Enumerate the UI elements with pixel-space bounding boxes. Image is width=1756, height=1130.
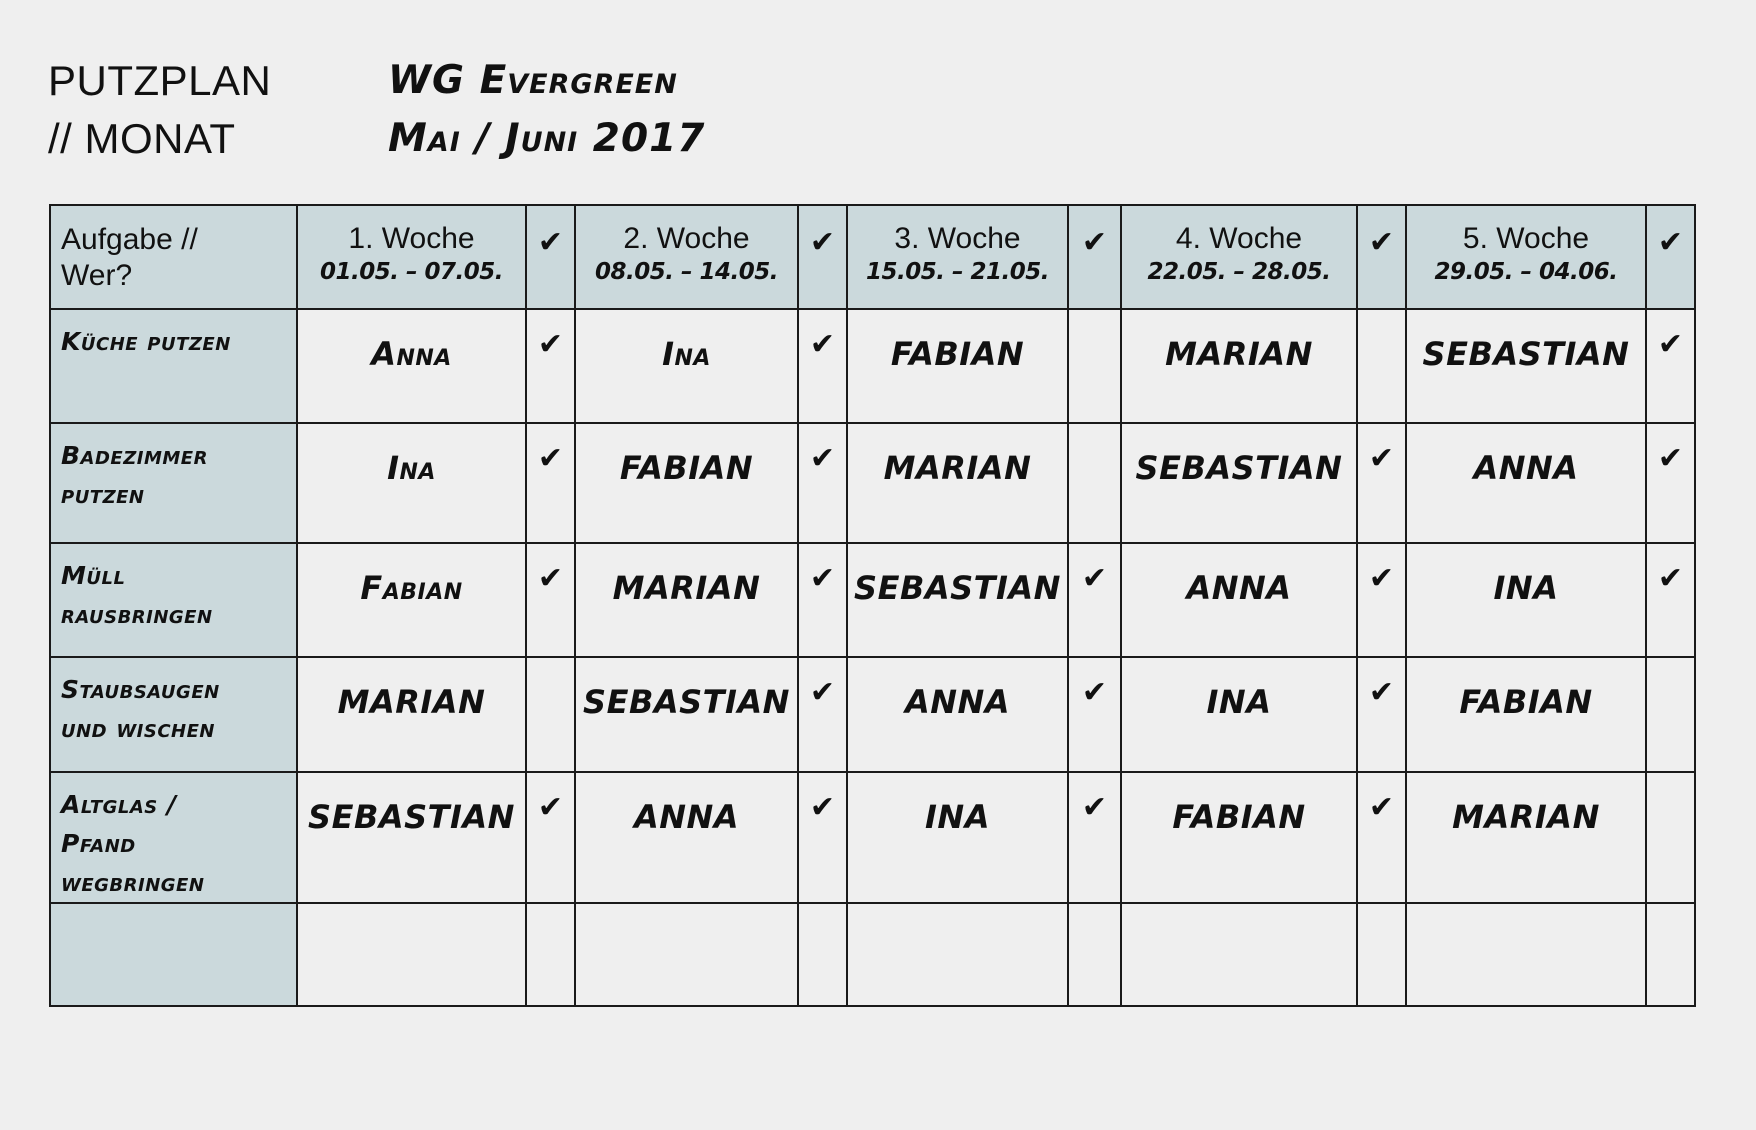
task-label: Müll xyxy=(61,561,126,590)
assignee-cell: ANNA xyxy=(1406,423,1646,543)
week-header-4 xyxy=(1121,205,1357,309)
assignee-cell: FABIAN xyxy=(575,423,798,543)
assignee-cell: INA xyxy=(1406,543,1646,657)
check-mark-icon: ✔ xyxy=(1357,423,1406,543)
check-mark-icon: ✔ xyxy=(526,543,575,657)
task-label: wegbringen xyxy=(61,868,205,897)
check-mark-icon: ✔ xyxy=(798,423,847,543)
assignee-cell: ANNA xyxy=(847,657,1068,772)
week-label: 1. Woche xyxy=(348,222,475,255)
assignee-cell: INA xyxy=(847,772,1068,903)
assignee-cell xyxy=(1121,903,1357,1006)
assignee-cell: Anna xyxy=(297,309,526,423)
week-dates: 29.05. – 04.06. xyxy=(1434,259,1618,285)
check-header-icon: ✔ xyxy=(1068,205,1121,309)
task-cell xyxy=(50,772,297,903)
assignee-cell: INA xyxy=(1121,657,1357,772)
check-mark-icon xyxy=(526,657,575,772)
table-row xyxy=(50,772,1695,903)
title-line-2: // MONAT xyxy=(48,115,236,162)
check-mark-icon: ✔ xyxy=(798,543,847,657)
assignee-cell: Ina xyxy=(575,309,798,423)
check-header-icon: ✔ xyxy=(526,205,575,309)
task-label: Küche putzen xyxy=(61,327,231,356)
assignee-cell: SEBASTIAN xyxy=(297,772,526,903)
check-mark-icon: ✔ xyxy=(1646,423,1695,543)
assignee-cell: MARIAN xyxy=(847,423,1068,543)
assignee-cell: MARIAN xyxy=(1121,309,1357,423)
check-mark-icon: ✔ xyxy=(526,772,575,903)
document-subtitle xyxy=(388,52,705,168)
table-row xyxy=(50,903,1695,1006)
wg-name: WG Evergreen xyxy=(388,58,678,103)
task-cell xyxy=(50,423,297,543)
task-label: putzen xyxy=(61,480,145,509)
task-label: Pfand xyxy=(61,829,136,858)
check-mark-icon xyxy=(1357,309,1406,423)
check-mark-icon: ✔ xyxy=(1357,543,1406,657)
assignee-cell: ANNA xyxy=(575,772,798,903)
assignee-cell: SEBASTIAN xyxy=(1121,423,1357,543)
week-header-3 xyxy=(847,205,1068,309)
check-header-icon: ✔ xyxy=(1357,205,1406,309)
task-cell xyxy=(50,657,297,772)
week-dates: 08.05. – 14.05. xyxy=(595,259,778,285)
assignee-cell: FABIAN xyxy=(1406,657,1646,772)
check-mark-icon: ✔ xyxy=(1357,772,1406,903)
check-mark-icon: ✔ xyxy=(526,423,575,543)
table-row xyxy=(50,423,1695,543)
title-line-1: PUTZPLAN xyxy=(48,57,272,104)
document-title xyxy=(48,52,271,168)
week-dates: 22.05. – 28.05. xyxy=(1147,259,1331,285)
week-header-1 xyxy=(297,205,526,309)
task-label: Altglas / xyxy=(61,790,177,819)
task-header-line-2: Wer? xyxy=(61,259,133,292)
assignee-cell: MARIAN xyxy=(575,543,798,657)
check-mark-icon xyxy=(1068,903,1121,1006)
check-mark-icon: ✔ xyxy=(1357,657,1406,772)
week-label: 3. Woche xyxy=(894,222,1021,255)
assignee-cell: SEBASTIAN xyxy=(575,657,798,772)
task-header-line-1: Aufgabe // xyxy=(61,223,198,256)
check-mark-icon: ✔ xyxy=(526,309,575,423)
task-cell xyxy=(50,903,297,1006)
week-dates: 01.05. – 07.05. xyxy=(320,259,503,285)
check-mark-icon: ✔ xyxy=(798,772,847,903)
check-mark-icon: ✔ xyxy=(798,657,847,772)
table-row xyxy=(50,657,1695,772)
check-mark-icon xyxy=(1646,903,1695,1006)
week-label: 2. Woche xyxy=(623,222,750,255)
check-mark-icon: ✔ xyxy=(1646,543,1695,657)
check-mark-icon xyxy=(1646,657,1695,772)
table-row xyxy=(50,309,1695,423)
task-header xyxy=(50,205,297,309)
week-dates: 15.05. – 21.05. xyxy=(866,259,1049,285)
week-label: 4. Woche xyxy=(1175,222,1303,255)
assignee-cell: FABIAN xyxy=(1121,772,1357,903)
table-row xyxy=(50,543,1695,657)
assignee-cell xyxy=(297,903,526,1006)
header-row xyxy=(50,205,1695,309)
task-label: rausbringen xyxy=(61,600,213,629)
period: Mai / Juni 2017 xyxy=(388,116,706,161)
check-mark-icon: ✔ xyxy=(798,309,847,423)
check-mark-icon xyxy=(526,903,575,1006)
assignee-cell xyxy=(575,903,798,1006)
assignee-cell: SEBASTIAN xyxy=(847,543,1068,657)
assignee-cell: MARIAN xyxy=(1406,772,1646,903)
check-mark-icon xyxy=(798,903,847,1006)
task-label: Badezimmer xyxy=(61,441,208,470)
assignee-cell: ANNA xyxy=(1121,543,1357,657)
assignee-cell xyxy=(847,903,1068,1006)
task-cell xyxy=(50,543,297,657)
check-mark-icon xyxy=(1646,772,1695,903)
check-mark-icon: ✔ xyxy=(1068,657,1121,772)
check-mark-icon: ✔ xyxy=(1068,543,1121,657)
check-mark-icon: ✔ xyxy=(1646,309,1695,423)
check-header-icon: ✔ xyxy=(1646,205,1695,309)
cleaning-schedule-table xyxy=(49,204,1696,1007)
assignee-cell: FABIAN xyxy=(847,309,1068,423)
assignee-cell: MARIAN xyxy=(297,657,526,772)
check-mark-icon xyxy=(1068,423,1121,543)
week-label: 5. Woche xyxy=(1462,222,1590,255)
assignee-cell: SEBASTIAN xyxy=(1406,309,1646,423)
week-header-2 xyxy=(575,205,798,309)
check-header-icon: ✔ xyxy=(798,205,847,309)
check-mark-icon: ✔ xyxy=(1068,772,1121,903)
check-mark-icon xyxy=(1357,903,1406,1006)
task-cell xyxy=(50,309,297,423)
task-label: und wischen xyxy=(61,714,215,743)
assignee-cell: Fabian xyxy=(297,543,526,657)
assignee-cell xyxy=(1406,903,1646,1006)
week-header-5 xyxy=(1406,205,1646,309)
check-mark-icon xyxy=(1068,309,1121,423)
assignee-cell: Ina xyxy=(297,423,526,543)
task-label: Staubsaugen xyxy=(61,675,220,704)
